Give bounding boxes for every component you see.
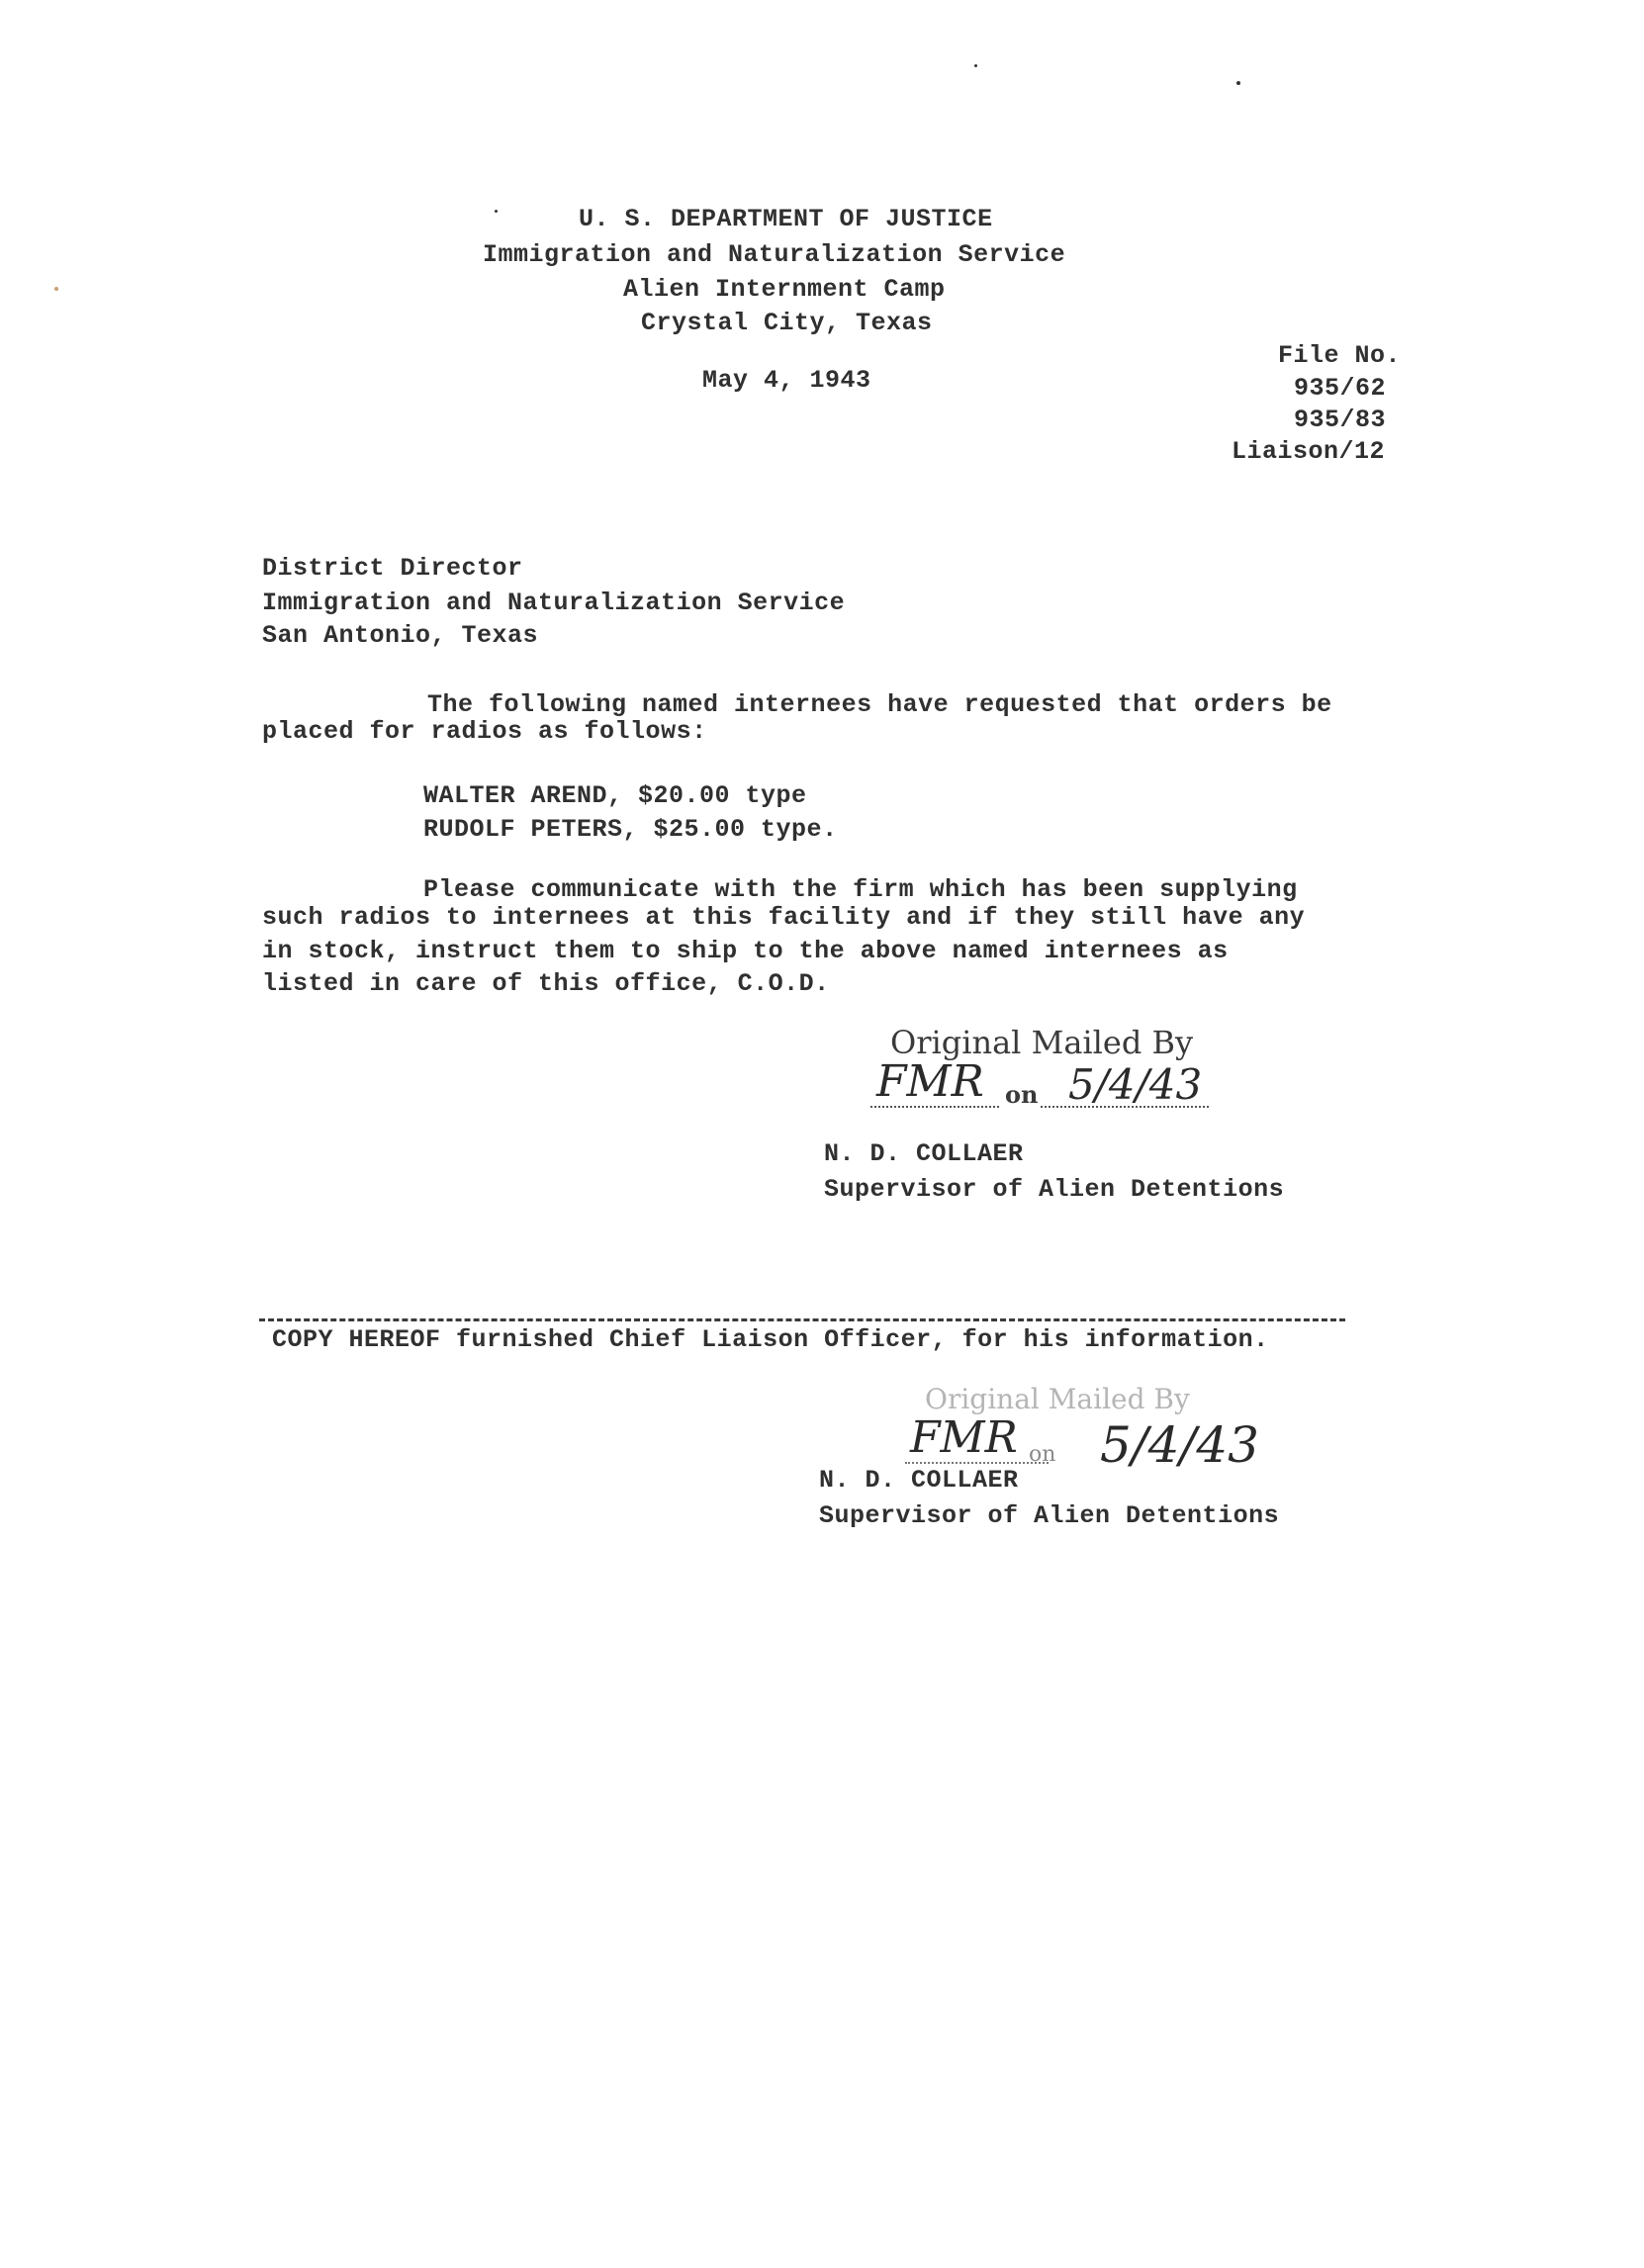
mailed-stamp-line — [870, 1106, 999, 1108]
separator-dashes — [259, 1318, 1345, 1321]
file-number-1: 935/62 — [1294, 374, 1387, 403]
letterhead-camp: Alien Internment Camp — [623, 275, 946, 304]
request-line-1: Please communicate with the firm which has been supplying — [423, 875, 1298, 904]
request-line-3: in stock, instruct them to ship to the above named internees as — [262, 937, 1229, 965]
letterhead-location: Crystal City, Texas — [641, 309, 933, 337]
signer-name-2: N. D. COLLAER — [819, 1466, 1019, 1495]
mailed-stamp-2-initials: FMR — [910, 1412, 1018, 1463]
scan-speck — [1236, 81, 1240, 85]
scan-speck — [54, 287, 58, 291]
file-number-label: File No. — [1278, 341, 1402, 370]
order-item-2: RUDOLF PETERS, $25.00 type. — [423, 815, 838, 844]
intro-line-1: The following named internees have requested that orders be — [427, 690, 1332, 719]
request-line-2: such radios to internees at this facility and if they still have any — [262, 903, 1306, 932]
mailed-stamp-2-label: Original Mailed By — [925, 1383, 1190, 1415]
signer-name-1: N. D. COLLAER — [824, 1139, 1024, 1168]
scan-speck — [974, 64, 977, 67]
signer-title-2: Supervisor of Alien Detentions — [819, 1501, 1280, 1530]
copy-note: COPY HEREOF furnished Chief Liaison Officer, for his information. — [272, 1325, 1269, 1354]
mailed-stamp-label: Original Mailed By — [890, 1024, 1194, 1061]
file-number-3: Liaison/12 — [1232, 437, 1386, 466]
mailed-stamp-2-line — [905, 1462, 1049, 1464]
addressee-title: District Director — [262, 554, 523, 583]
letterhead-service: Immigration and Naturalization Service — [483, 240, 1066, 269]
request-line-4: listed in care of this office, C.O.D. — [262, 969, 830, 998]
letter-date: May 4, 1943 — [702, 366, 871, 395]
addressee-organization: Immigration and Naturalization Service — [262, 589, 846, 617]
mailed-stamp-on: on — [1005, 1080, 1039, 1109]
scan-speck — [495, 210, 498, 213]
intro-line-2: placed for radios as follows: — [262, 717, 707, 746]
mailed-stamp-2-on: on — [1029, 1442, 1056, 1467]
letterhead-department: U. S. DEPARTMENT OF JUSTICE — [579, 205, 993, 233]
mailed-stamp-2-date: 5/4/43 — [1100, 1416, 1259, 1474]
mailed-stamp-date: 5/4/43 — [1068, 1060, 1203, 1109]
signer-title-1: Supervisor of Alien Detentions — [824, 1175, 1285, 1204]
addressee-city: San Antonio, Texas — [262, 621, 539, 650]
order-item-1: WALTER AREND, $20.00 type — [423, 781, 807, 810]
file-number-2: 935/83 — [1294, 406, 1387, 434]
mailed-stamp-initials: FMR — [876, 1056, 984, 1107]
